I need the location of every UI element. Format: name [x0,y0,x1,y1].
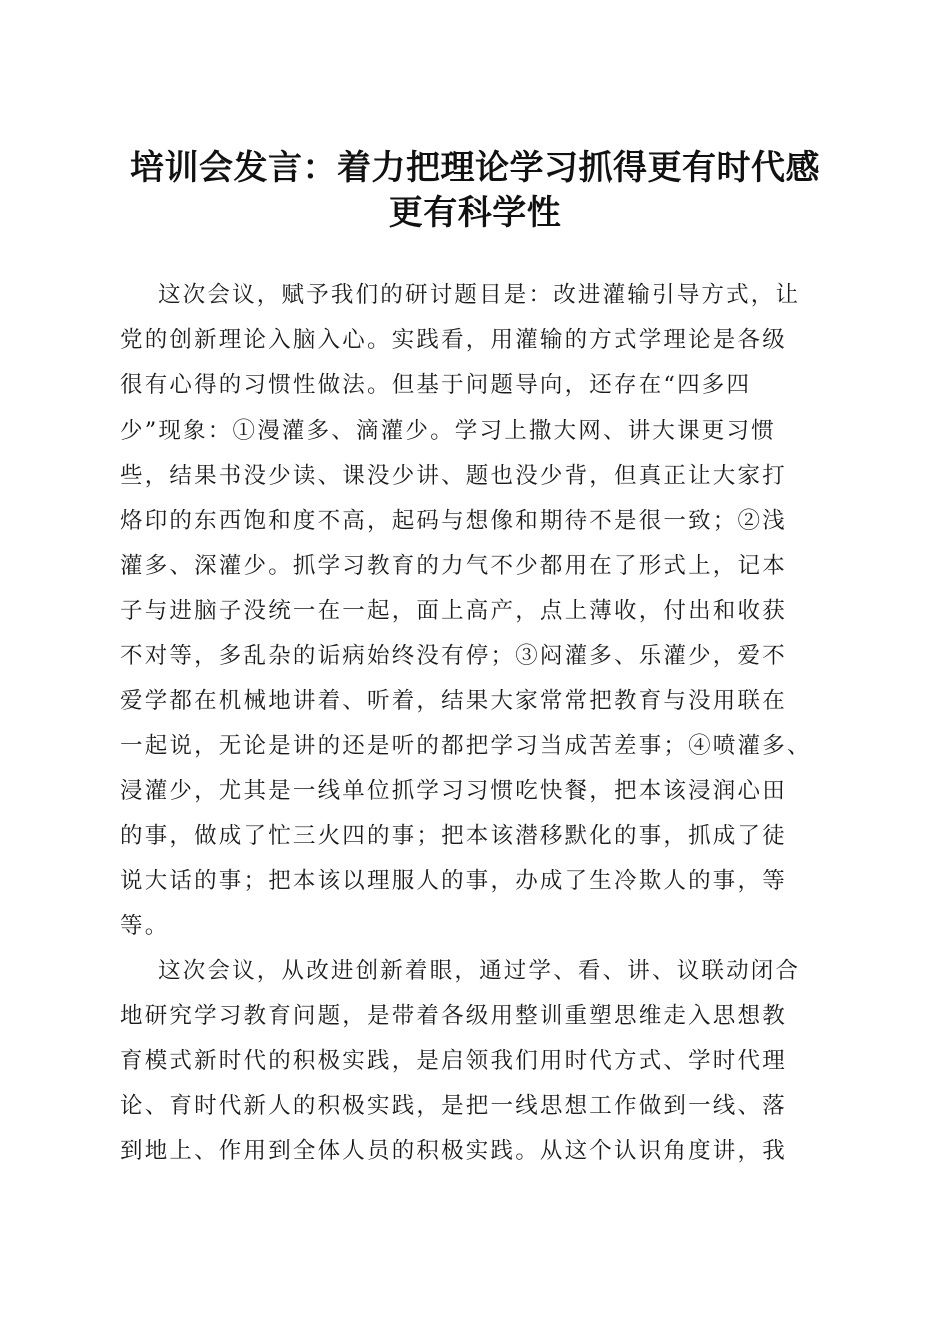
paragraph-line: 育模式新时代的积极实践，是启领我们用时代方式、学时代理 [120,1048,787,1074]
paragraph-line: 一起说，无论是讲的还是听的都把学习当成苦差事；④喷灌多、 [120,733,812,759]
paragraph-line: 子与进脑子没统一在一起，面上高产，点上薄收，付出和收获 [120,598,787,624]
paragraph-line: 爱学都在机械地讲着、听着，结果大家常常把教育与没用联在 [120,688,787,714]
paragraph-line: 很有心得的习惯性做法。但基于问题导向，还存在“四多四 [120,372,752,398]
paragraph-line: 这次会议，赋予我们的研讨题目是：改进灌输引导方式，让 [158,282,801,308]
paragraph-line: 说大话的事；把本该以理服人的事，办成了生冷欺人的事，等 [120,868,787,894]
paragraph-line: 地研究学习教育问题，是带着各级用整训重塑思维走入思想教 [120,1003,787,1029]
paragraph-line: 少”现象：①漫灌多、滴灌少。学习上撒大网、讲大课更习惯 [120,418,776,444]
paragraph-line: 些，结果书没少读、课没少讲、题也没少背，但真正让大家打 [120,463,787,489]
paragraph-line: 的事，做成了忙三火四的事；把本该潜移默化的事，抓成了徒 [120,823,787,849]
paragraph-line: 烙印的东西饱和度不高，起码与想像和期待不是很一致；②浅 [120,508,787,534]
document-title-line-1: 培训会发言：着力把理论学习抓得更有时代感 [130,148,820,188]
paragraph-line: 等。 [120,913,170,939]
paragraph-line: 到地上、作用到全体人员的积极实践。从这个认识角度讲，我 [120,1138,787,1164]
document-title-line-2: 更有科学性 [388,193,562,233]
paragraph-line: 灌多、深灌少。抓学习教育的力气不少都用在了形式上，记本 [120,553,787,579]
paragraph-line: 这次会议，从改进创新着眼，通过学、看、讲、议联动闭合 [158,958,801,984]
paragraph-line: 不对等，多乱杂的诟病始终没有停；③闷灌多、乐灌少，爱不 [120,643,787,669]
paragraph-line: 论、育时代新人的积极实践，是把一线思想工作做到一线、落 [120,1093,787,1119]
paragraph-line: 浸灌少，尤其是一线单位抓学习习惯吃快餐，把本该浸润心田 [120,778,787,804]
paragraph-line: 党的创新理论入脑入心。实践看，用灌输的方式学理论是各级 [120,327,787,353]
